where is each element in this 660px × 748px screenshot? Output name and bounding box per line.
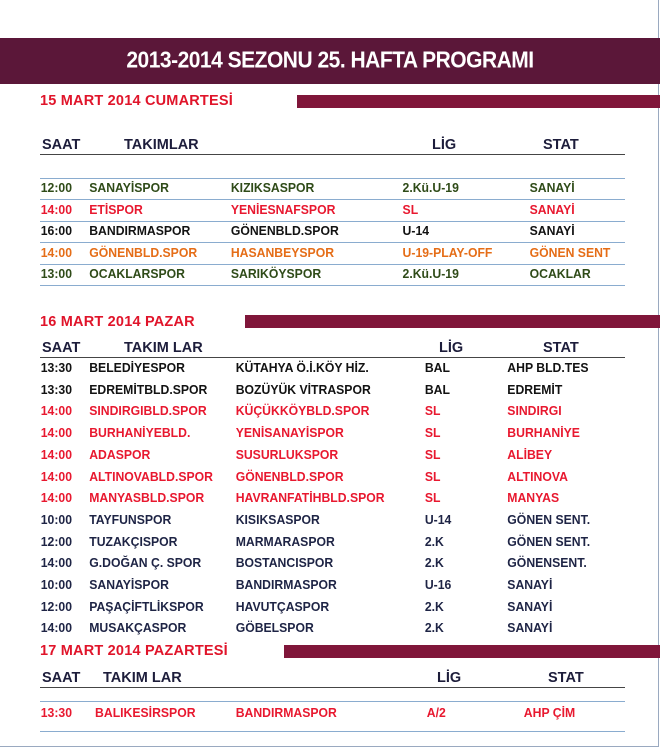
cell-venue: BURHANİYE: [507, 426, 580, 441]
cell-venue: SINDIRGI: [507, 404, 562, 419]
cell-home: MUSAKÇASPOR: [89, 621, 187, 636]
cell-away: BOZÜYÜK VİTRASPOR: [235, 382, 371, 397]
row-line: [40, 242, 625, 243]
cell-time: 13:30: [40, 706, 72, 720]
cell-venue: SANAYİ: [529, 181, 575, 195]
cell-time: 14:00: [40, 469, 72, 484]
header-stat-3: STAT: [548, 670, 584, 686]
cell-away: BOSTANCISPOR: [235, 556, 334, 571]
cell-home: ETİSPOR: [89, 202, 143, 217]
header-lig-3: LİG: [437, 670, 462, 686]
cell-time: 14:00: [40, 404, 72, 419]
cell-away: HAVUTÇASPOR: [235, 599, 330, 614]
cell-home: ALTINOVABLD.SPOR: [89, 469, 213, 484]
cell-away: BANDIRMASPOR: [235, 706, 337, 720]
cell-league: 2.Kü.U-19: [402, 267, 459, 281]
table-row: [0, 448, 640, 468]
cell-league: 2.Kü.U-19: [402, 181, 459, 195]
table-row: [0, 426, 640, 446]
table-row: [0, 224, 640, 244]
cell-venue: OCAKLAR: [529, 267, 591, 281]
row-line: [40, 178, 625, 179]
header-line-1: [40, 154, 625, 155]
header-saat-2: SAAT: [42, 340, 81, 356]
header-lig-1: LİG: [432, 137, 457, 153]
cell-time: 12:00: [40, 599, 72, 614]
cell-venue: SANAYİ: [507, 578, 553, 592]
cell-time: 13:30: [40, 382, 72, 397]
cell-league: 2.K: [424, 556, 444, 571]
cell-home: SINDIRGIBLD.SPOR: [89, 404, 207, 419]
cell-league: SL: [424, 447, 441, 462]
cell-venue: AHP ÇİM: [523, 706, 576, 720]
header-saat-3: SAAT: [42, 670, 81, 686]
table-row: [0, 600, 640, 620]
cell-away: YENİESNAFSPOR: [230, 202, 336, 217]
cell-league: SL: [424, 426, 441, 441]
section-date-2: 16 MART 2014 PAZAR: [40, 314, 195, 330]
table-row: [0, 513, 640, 533]
cell-league: SL: [424, 404, 441, 419]
cell-time: 13:30: [40, 361, 72, 375]
cell-home: OCAKLARSPOR: [89, 267, 185, 281]
table-row: [0, 556, 640, 576]
cell-league: U-19-PLAY-OFF: [402, 245, 493, 260]
section-date-1: 15 MART 2014 CUMARTESİ: [40, 93, 233, 109]
cell-league: SL: [402, 202, 419, 217]
cell-time: 14:00: [40, 447, 72, 462]
cell-home: TAYFUNSPOR: [89, 512, 172, 527]
cell-venue: GÖNEN SENT: [529, 245, 611, 260]
table-row: [0, 404, 640, 424]
table-row: [0, 470, 640, 490]
cell-league: U-14: [402, 224, 430, 238]
row-line: [40, 285, 625, 286]
cell-time: 10:00: [40, 578, 72, 592]
cell-league: BAL: [424, 361, 450, 375]
cell-away: HASANBEYSPOR: [230, 245, 335, 260]
section-bar-1: [297, 95, 660, 108]
table-row: [0, 535, 640, 555]
cell-home: SANAYİSPOR: [89, 578, 169, 592]
cell-time: 14:00: [40, 245, 72, 260]
cell-venue: SANAYİ: [507, 599, 553, 614]
cell-away: HAVRANFATİHBLD.SPOR: [235, 491, 385, 506]
cell-away: SARIKÖYSPOR: [230, 267, 322, 281]
cell-league: BAL: [424, 382, 450, 397]
table-row: [0, 491, 640, 511]
cell-away: KISIKSASPOR: [235, 512, 320, 527]
cell-venue: GÖNEN SENT.: [507, 534, 591, 549]
cell-away: MARMARASPOR: [235, 534, 335, 549]
cell-home: MANYASBLD.SPOR: [89, 491, 205, 506]
cell-venue: MANYAS: [507, 491, 560, 506]
cell-time: 14:00: [40, 426, 72, 441]
header-takimlar-1: TAKIMLAR: [124, 137, 199, 153]
table-row: [0, 621, 640, 641]
cell-time: 10:00: [40, 512, 72, 527]
cell-away: KÜTAHYA Ö.İ.KÖY HİZ.: [235, 361, 369, 375]
cell-time: 14:00: [40, 202, 72, 217]
table-row: [0, 383, 640, 403]
cell-league: SL: [424, 469, 441, 484]
cell-home: EDREMİTBLD.SPOR: [89, 382, 208, 397]
cell-home: G.DOĞAN Ç. SPOR: [89, 556, 202, 571]
cell-venue: SANAYİ: [507, 621, 553, 636]
cell-away: KÜÇÜKKÖYBLD.SPOR: [235, 404, 370, 419]
cell-league: SL: [424, 491, 441, 506]
cell-time: 14:00: [40, 491, 72, 506]
table-row: [0, 361, 640, 381]
cell-home: ADASPOR: [89, 447, 151, 462]
cell-home: BELEDİYESPOR: [89, 361, 185, 375]
cell-time: 12:00: [40, 534, 72, 549]
cell-venue: ALTINOVA: [507, 469, 568, 484]
header-takimlar-3: TAKIM LAR: [103, 670, 182, 686]
cell-venue: AHP BLD.TES: [507, 361, 589, 375]
header-line-2: [40, 357, 625, 358]
table-row: [0, 706, 640, 726]
cell-time: 14:00: [40, 621, 72, 636]
cell-away: GÖBELSPOR: [235, 621, 314, 636]
row-line: [40, 221, 625, 222]
cell-time: 14:00: [40, 556, 72, 571]
table-row: [0, 267, 640, 287]
header-saat-1: SAAT: [42, 137, 81, 153]
cell-league: 2.K: [424, 599, 444, 614]
section-date-3: 17 MART 2014 PAZARTESİ: [40, 643, 228, 659]
header-stat-1: STAT: [543, 137, 579, 153]
row-line: [40, 731, 625, 732]
table-row: [0, 181, 640, 201]
table-row: [0, 578, 640, 598]
cell-away: SUSURLUKSPOR: [235, 447, 339, 462]
section-bar-2: [245, 315, 660, 328]
header-stat-2: STAT: [543, 340, 579, 356]
cell-venue: SANAYİ: [529, 224, 575, 238]
cell-away: BANDIRMASPOR: [235, 578, 337, 592]
cell-league: 2.K: [424, 621, 444, 636]
table-row: [0, 246, 640, 266]
header-line-3: [40, 687, 625, 688]
header-takimlar-2: TAKIM LAR: [124, 340, 203, 356]
row-line: [40, 701, 625, 702]
cell-time: 13:00: [40, 267, 72, 281]
cell-home: BANDIRMASPOR: [89, 224, 191, 238]
row-line: [40, 264, 625, 265]
cell-home: SANAYİSPOR: [89, 181, 169, 195]
cell-league: U-16: [424, 578, 452, 592]
cell-league: 2.K: [424, 534, 444, 549]
cell-time: 16:00: [40, 224, 72, 238]
cell-venue: EDREMİT: [507, 382, 563, 397]
cell-venue: SANAYİ: [529, 202, 575, 217]
cell-venue: GÖNEN SENT.: [507, 512, 591, 527]
cell-home: BURHANİYEBLD.: [89, 426, 191, 441]
cell-home: PAŞAÇİFTLİKSPOR: [89, 599, 204, 614]
cell-away: GÖNENBLD.SPOR: [235, 469, 344, 484]
cell-venue: ALİBEY: [507, 447, 553, 462]
row-line: [40, 199, 625, 200]
cell-home: TUZAKÇISPOR: [89, 534, 178, 549]
cell-away: KIZIKSASPOR: [230, 181, 315, 195]
section-bar-3: [284, 645, 660, 658]
cell-venue: GÖNENSENT.: [507, 556, 587, 571]
page-title: 2013-2014 SEZONU 25. HAFTA PROGRAMI: [126, 48, 534, 73]
cell-league: A/2: [426, 706, 446, 720]
header-lig-2: LİG: [439, 340, 464, 356]
cell-home: GÖNENBLD.SPOR: [89, 245, 198, 260]
cell-home: BALIKESİRSPOR: [95, 706, 196, 720]
cell-league: U-14: [424, 512, 452, 527]
table-row: [0, 203, 640, 223]
cell-away: GÖNENBLD.SPOR: [230, 224, 339, 238]
cell-away: YENİSANAYİSPOR: [235, 426, 344, 441]
cell-time: 12:00: [40, 181, 72, 195]
